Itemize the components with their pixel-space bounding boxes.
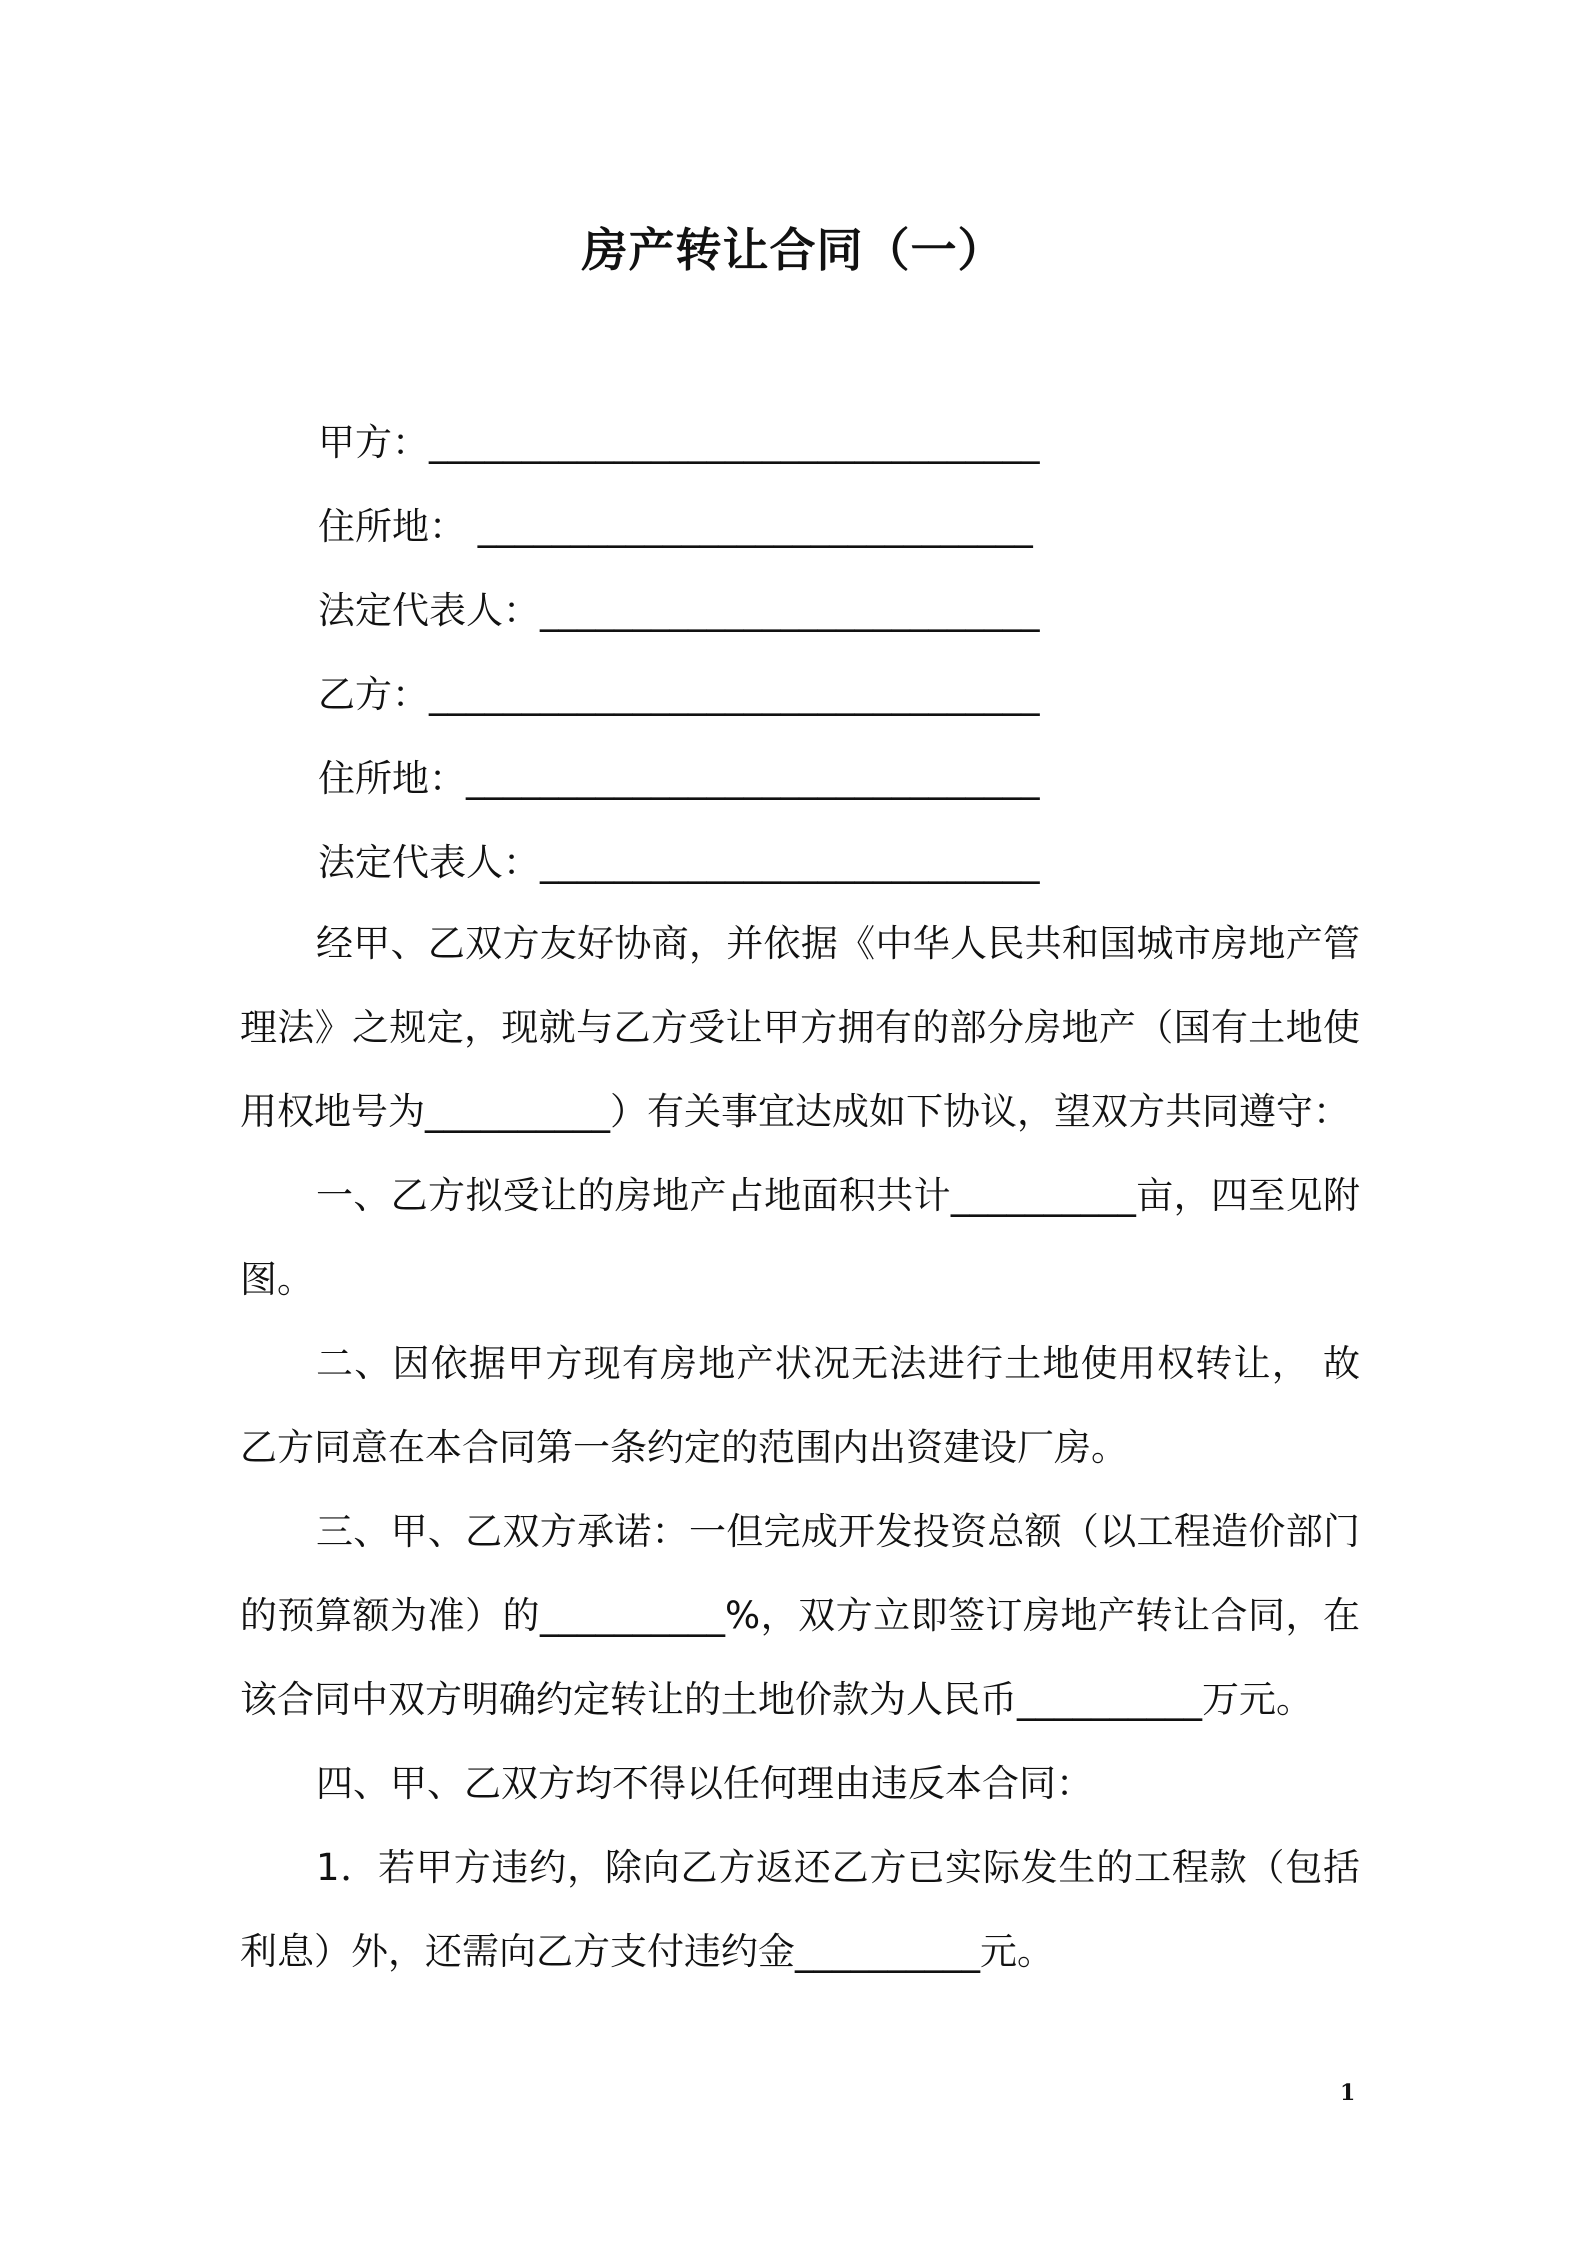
paragraph-clause-1: 一、乙方拟受让的房地产占地面积共计__________亩，四至见附图。 <box>240 1174 1360 1301</box>
party-b-address-line <box>318 754 1040 804</box>
paragraph-clause-2: 二、因依据甲方现有房地产状况无法进行土地使用权转让， 故乙方同意在本合同第一条约定的范围内出资建设厂房。 <box>240 1342 1360 1469</box>
party-b-blank: _________________________________ <box>429 673 1040 716</box>
party-b-representative-label: 法定代表人： <box>318 841 540 884</box>
paragraph-clause-4-1: 1．若甲方违约，除向乙方返还乙方已实际发生的工程款（包括利息）外，还需向乙方支付违约金__________元。 <box>240 1846 1360 1973</box>
party-a-representative-line <box>318 586 1040 636</box>
contract-body <box>240 902 1360 1994</box>
party-b-representative-blank: ___________________________ <box>540 841 1040 884</box>
page-number: 1 <box>1340 2080 1356 2106</box>
party-a-label: 甲方： <box>318 421 429 464</box>
party-a-representative-label: 法定代表人： <box>318 589 540 632</box>
paragraph-clause-4: 四、甲、乙双方均不得以任何理由违反本合同： <box>316 1762 1093 1805</box>
party-a-blank: _________________________________ <box>429 421 1040 464</box>
party-a-address-blank: ______________________________ <box>466 505 1033 548</box>
party-a-address-line <box>318 502 1033 552</box>
party-b-representative-line <box>318 838 1040 888</box>
party-b-label: 乙方： <box>318 673 429 716</box>
party-b-address-label: 住所地： <box>318 757 466 800</box>
paragraph-preamble: 经甲、乙双方友好协商，并依据《中华人民共和国城市房地产管理法》之规定，现就与乙方受让甲方拥有的部分房地产（国有土地使用权地号为__________）有关事宜达成如下协议，望双方共同遵守： <box>240 922 1360 1133</box>
party-b-address-blank: _______________________________ <box>466 757 1040 800</box>
document-title: 房产转让合同（一） <box>581 223 1005 277</box>
party-a-address-label: 住所地： <box>318 505 466 548</box>
party-a-representative-blank: ___________________________ <box>540 589 1040 632</box>
paragraph-clause-3: 三、甲、乙双方承诺：一但完成开发投资总额（以工程造价部门的预算额为准）的__________%，双方立即签订房地产转让合同，在该合同中双方明确约定转让的土地价款为人民币__________万元。 <box>240 1510 1360 1721</box>
party-b-line <box>318 670 1040 720</box>
party-a-line <box>318 418 1040 468</box>
